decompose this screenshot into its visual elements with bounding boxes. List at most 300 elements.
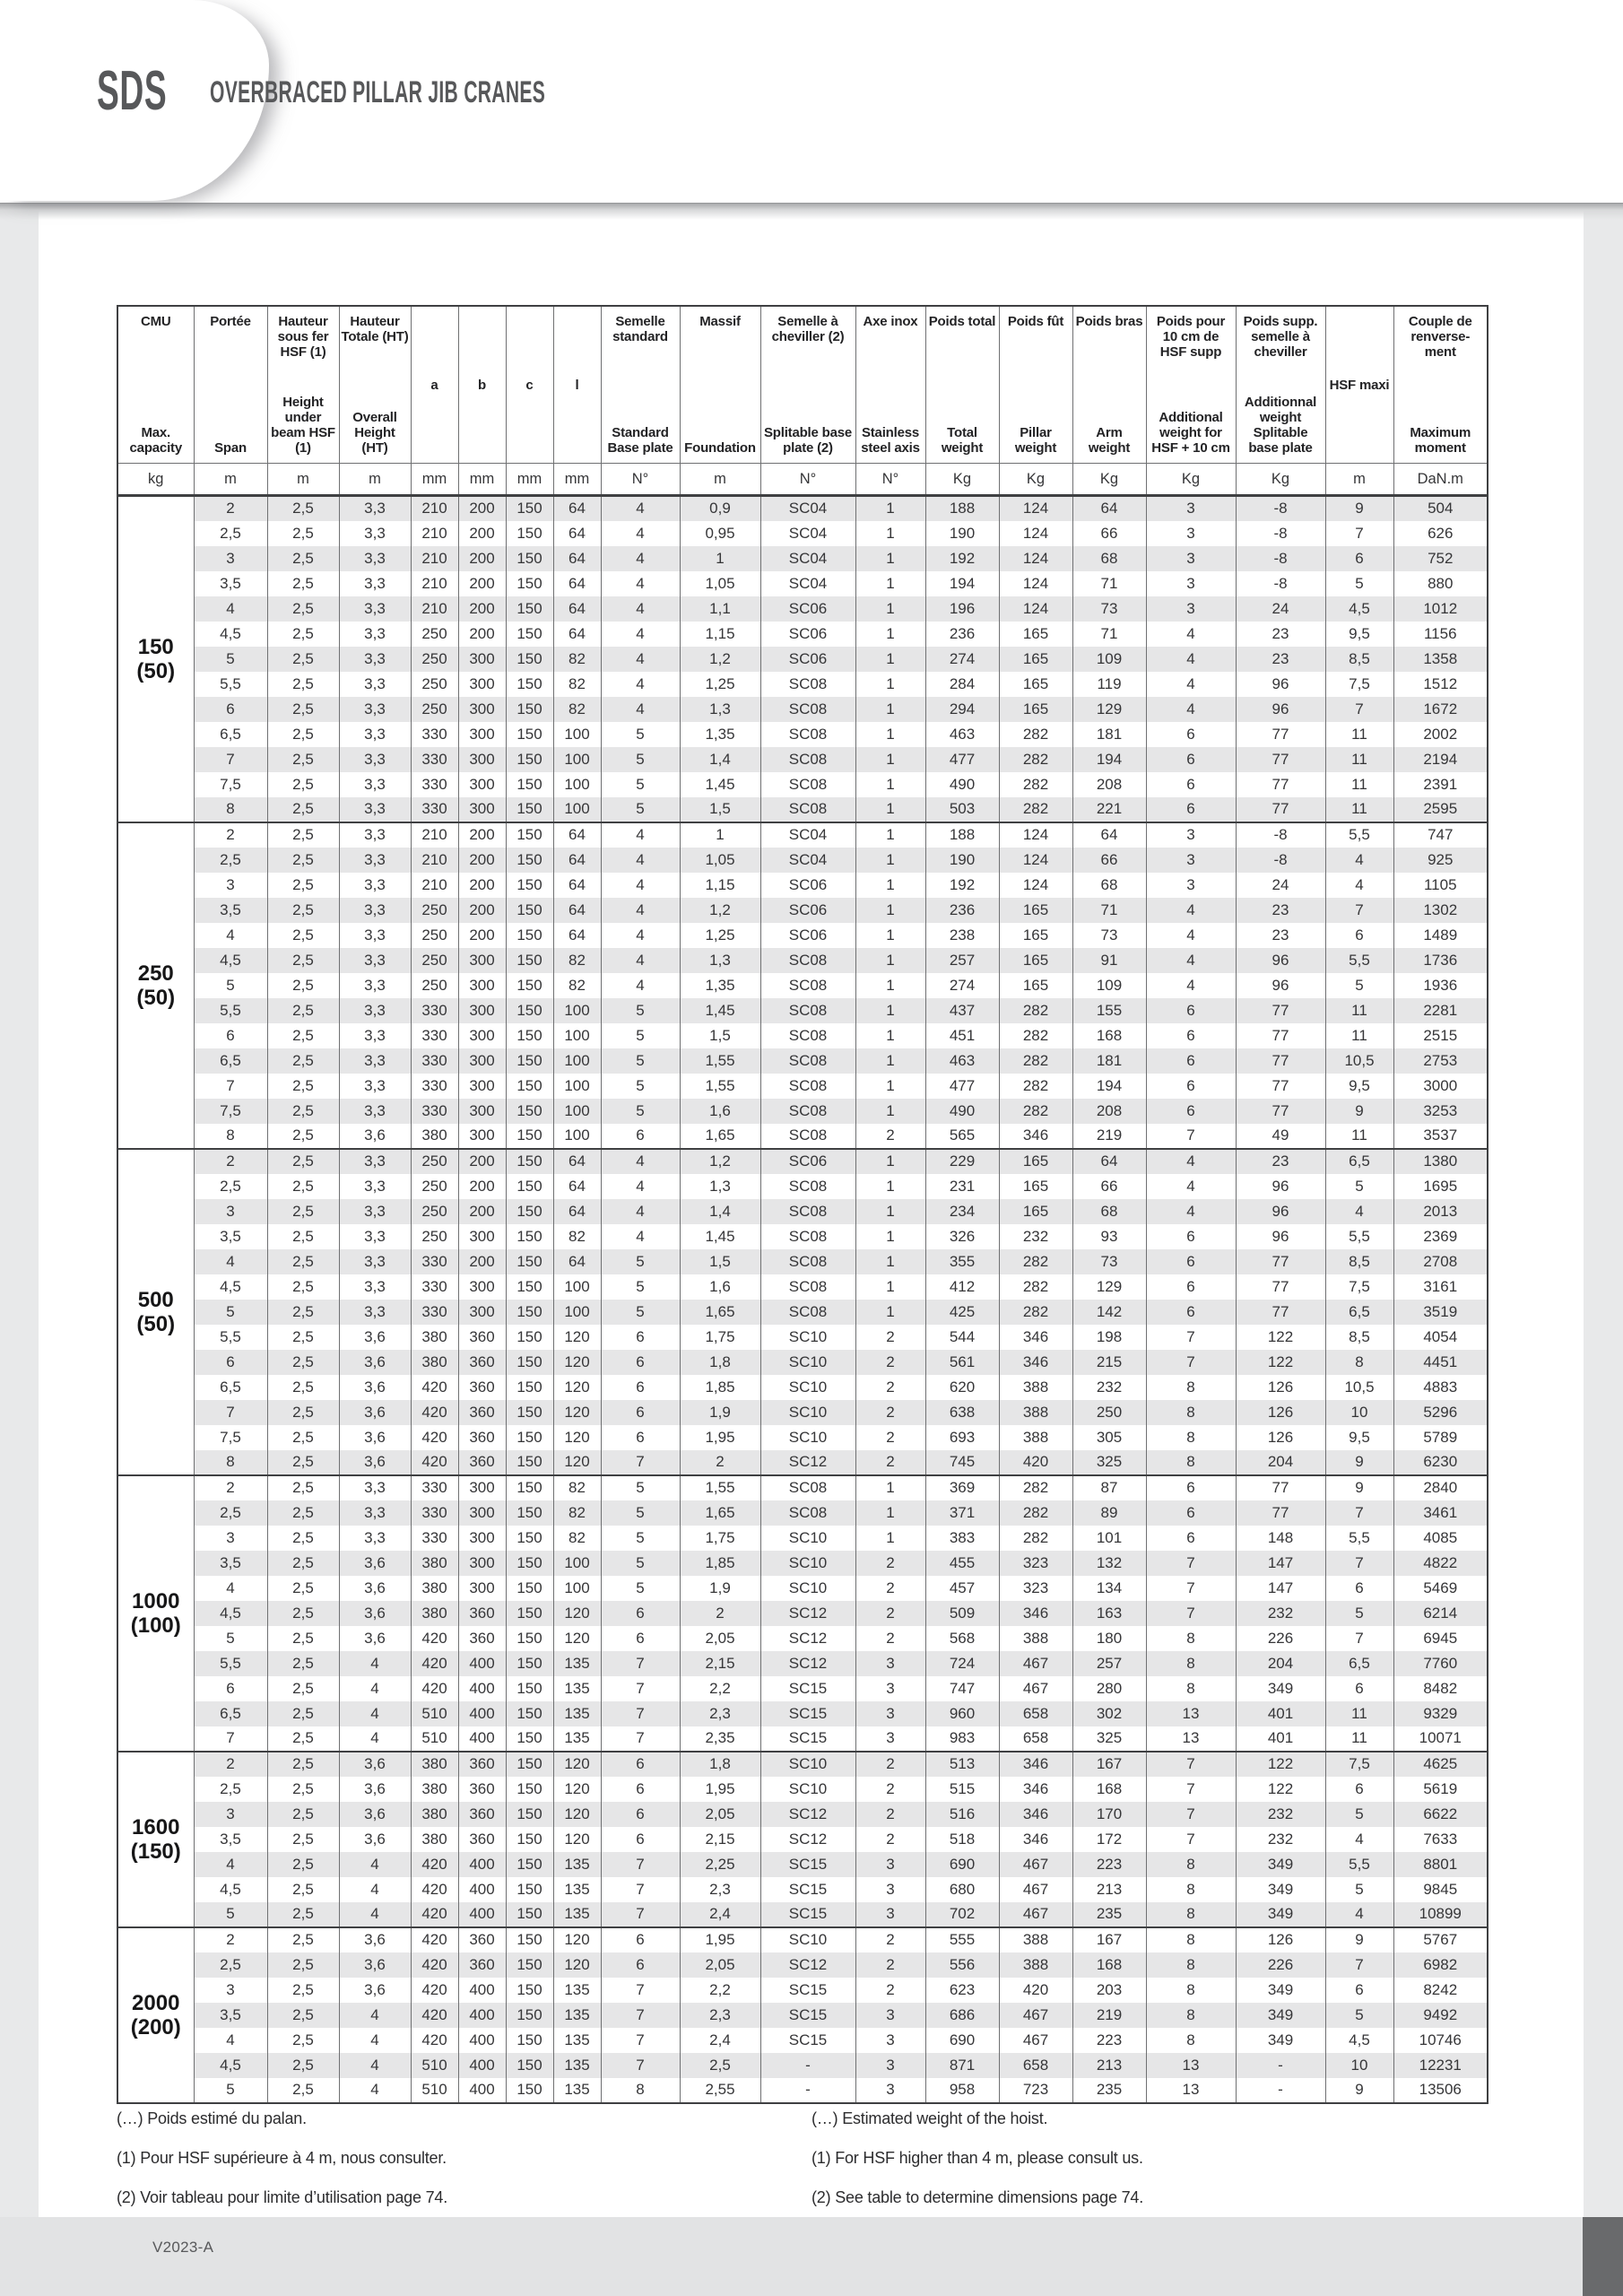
data-cell: 958 <box>925 2078 999 2103</box>
column-header <box>1236 306 1325 464</box>
data-cell: SC08 <box>760 1074 855 1099</box>
data-cell: 3 <box>855 2078 925 2103</box>
data-cell: 2 <box>855 1450 925 1475</box>
data-cell: 8,5 <box>1325 647 1393 672</box>
data-cell: 2,5 <box>267 772 339 797</box>
data-cell: 96 <box>1236 672 1325 697</box>
data-cell: 2,05 <box>680 1802 760 1827</box>
data-cell: 96 <box>1236 1199 1325 1224</box>
data-cell: 2 <box>194 1475 267 1500</box>
data-cell: 6 <box>1146 1074 1236 1099</box>
table-row <box>117 998 1488 1023</box>
data-cell: 150 <box>506 2078 553 2103</box>
data-cell: SC08 <box>760 697 855 722</box>
data-cell: 1 <box>855 1300 925 1325</box>
data-cell: 11 <box>1325 797 1393 822</box>
data-cell: 658 <box>999 1726 1072 1752</box>
data-cell: 1,6 <box>680 1099 760 1124</box>
capacity-sub-value: (50) <box>136 985 176 1010</box>
data-cell: 1 <box>855 496 925 521</box>
table-row <box>117 1802 1488 1827</box>
data-cell: 420 <box>411 1626 458 1651</box>
data-cell: 300 <box>458 772 506 797</box>
data-cell: 150 <box>506 1526 553 1551</box>
data-cell: 2,5 <box>267 1877 339 1902</box>
data-cell: 300 <box>458 747 506 772</box>
data-cell: 11 <box>1325 747 1393 772</box>
data-cell: 2,35 <box>680 1726 760 1752</box>
data-cell: 5 <box>601 1551 680 1576</box>
data-cell: 64 <box>553 521 601 546</box>
data-cell: 213 <box>1072 2053 1146 2078</box>
data-cell: 1 <box>855 822 925 848</box>
data-cell: 513 <box>925 1752 999 1777</box>
data-cell: 300 <box>458 1124 506 1149</box>
data-cell: 300 <box>458 998 506 1023</box>
header-label-en: Arm weight <box>1088 425 1131 456</box>
capacity-value: 1000 <box>132 1588 180 1613</box>
data-cell: 2,5 <box>267 1224 339 1249</box>
data-cell: 6 <box>1325 1978 1393 2003</box>
data-cell: 3,6 <box>339 1400 411 1425</box>
data-cell: 330 <box>411 797 458 822</box>
data-cell: 5619 <box>1393 1777 1488 1802</box>
data-cell: 3,3 <box>339 647 411 672</box>
data-cell: 3 <box>855 1701 925 1726</box>
data-cell: 5 <box>194 1626 267 1651</box>
footnotes-fr <box>117 2109 447 2228</box>
data-cell: 326 <box>925 1224 999 1249</box>
data-cell: 400 <box>458 2003 506 2028</box>
data-cell: 1 <box>855 1074 925 1099</box>
data-cell: 73 <box>1072 1249 1146 1274</box>
data-cell: 3,6 <box>339 1752 411 1777</box>
data-cell: 2,5 <box>194 1777 267 1802</box>
data-cell: 64 <box>553 546 601 571</box>
data-cell: 150 <box>506 1249 553 1274</box>
data-cell: 150 <box>506 571 553 596</box>
data-cell: 6 <box>194 1350 267 1375</box>
data-cell: 2515 <box>1393 1023 1488 1048</box>
data-cell: 8 <box>1146 1450 1236 1475</box>
data-cell: 8 <box>1146 1425 1236 1450</box>
data-cell: 181 <box>1072 722 1146 747</box>
data-cell: 5 <box>601 1048 680 1074</box>
data-cell: 3519 <box>1393 1300 1488 1325</box>
header-label-en: Standard Base plate <box>607 425 673 456</box>
data-cell: 100 <box>553 1576 601 1601</box>
data-cell: 623 <box>925 1978 999 2003</box>
data-cell: 250 <box>411 697 458 722</box>
data-cell: 349 <box>1236 1852 1325 1877</box>
data-cell: 64 <box>553 898 601 923</box>
data-cell: 388 <box>999 1927 1072 1952</box>
unit-label: m <box>194 464 267 496</box>
data-cell: 680 <box>925 1877 999 1902</box>
data-cell: 3,6 <box>339 1450 411 1475</box>
page-title: OVERBRACED PILLAR JIB CRANES <box>210 75 546 109</box>
data-cell: 467 <box>999 1902 1072 1927</box>
data-cell: 4 <box>194 923 267 948</box>
data-cell: 1,15 <box>680 622 760 647</box>
data-cell: 82 <box>553 1526 601 1551</box>
data-cell: 5 <box>601 1249 680 1274</box>
page-margin-right <box>1584 204 1623 2217</box>
table-row <box>117 672 1488 697</box>
data-cell: 150 <box>506 1601 553 1626</box>
capacity-group-label <box>117 496 194 822</box>
data-cell: 64 <box>553 1174 601 1199</box>
data-cell: SC08 <box>760 998 855 1023</box>
data-cell: 3 <box>194 873 267 898</box>
data-cell: 871 <box>925 2053 999 2078</box>
data-cell: 9 <box>1325 2078 1393 2103</box>
table-row <box>117 1877 1488 1902</box>
header-label-en: Pillar weight <box>1014 425 1057 456</box>
table-row <box>117 1274 1488 1300</box>
data-cell: 8 <box>194 797 267 822</box>
table-row <box>117 1124 1488 1149</box>
data-cell: 4 <box>339 1651 411 1676</box>
data-cell: 120 <box>553 1626 601 1651</box>
data-cell: 134 <box>1072 1576 1146 1601</box>
data-cell: 124 <box>999 546 1072 571</box>
data-cell: 2,5 <box>267 596 339 622</box>
table-row <box>117 647 1488 672</box>
data-cell: 165 <box>999 973 1072 998</box>
data-cell: 349 <box>1236 1978 1325 2003</box>
data-cell: SC04 <box>760 822 855 848</box>
data-cell: 284 <box>925 672 999 697</box>
data-cell: SC12 <box>760 1802 855 1827</box>
unit-label: mm <box>553 464 601 496</box>
data-cell: SC08 <box>760 1099 855 1124</box>
data-cell: 1 <box>855 1048 925 1074</box>
data-cell: 190 <box>925 521 999 546</box>
data-cell: 250 <box>411 898 458 923</box>
data-cell: 4 <box>601 697 680 722</box>
table-row <box>117 948 1488 973</box>
data-cell: 509 <box>925 1601 999 1626</box>
data-cell: 192 <box>925 546 999 571</box>
data-cell: 5,5 <box>194 1651 267 1676</box>
data-cell: 100 <box>553 722 601 747</box>
data-cell: 455 <box>925 1551 999 1576</box>
data-cell: 302 <box>1072 1701 1146 1726</box>
data-cell: 477 <box>925 1074 999 1099</box>
data-cell: 13 <box>1146 1701 1236 1726</box>
data-cell: SC12 <box>760 1827 855 1852</box>
data-cell: 724 <box>925 1651 999 1676</box>
data-cell: SC08 <box>760 1199 855 1224</box>
data-cell: 4 <box>601 521 680 546</box>
data-cell: 7 <box>601 1852 680 1877</box>
data-cell: 120 <box>553 1752 601 1777</box>
data-cell: 380 <box>411 1752 458 1777</box>
data-cell: 8 <box>1146 1400 1236 1425</box>
data-cell: 4 <box>601 496 680 521</box>
data-cell: 71 <box>1072 571 1146 596</box>
data-cell: 6,5 <box>194 1701 267 1726</box>
data-cell: 5 <box>1325 1877 1393 1902</box>
data-cell: 4 <box>601 1199 680 1224</box>
data-cell: 200 <box>458 571 506 596</box>
data-cell: 2 <box>855 1978 925 2003</box>
data-cell: 6 <box>1146 1274 1236 1300</box>
table-row <box>117 596 1488 622</box>
data-cell: 1105 <box>1393 873 1488 898</box>
data-cell: SC04 <box>760 521 855 546</box>
data-cell: 7 <box>601 1978 680 2003</box>
data-cell: 300 <box>458 1576 506 1601</box>
data-cell: 250 <box>411 948 458 973</box>
data-cell: 192 <box>925 873 999 898</box>
data-cell: 4 <box>194 1852 267 1877</box>
data-cell: 148 <box>1236 1526 1325 1551</box>
data-cell: 6 <box>601 1827 680 1852</box>
data-cell: 4 <box>339 1701 411 1726</box>
data-cell: 300 <box>458 1300 506 1325</box>
data-cell: 100 <box>553 1124 601 1149</box>
data-cell: 4 <box>1146 973 1236 998</box>
data-cell: 4 <box>194 1576 267 1601</box>
data-cell: 165 <box>999 622 1072 647</box>
data-cell: 4 <box>339 1902 411 1927</box>
data-cell: SC04 <box>760 546 855 571</box>
data-cell: 2,5 <box>267 1274 339 1300</box>
table-row <box>117 898 1488 923</box>
data-cell: 150 <box>506 898 553 923</box>
data-cell: 6 <box>601 1124 680 1149</box>
data-cell: 8801 <box>1393 1852 1488 1877</box>
data-cell: 7 <box>194 1400 267 1425</box>
data-cell: 330 <box>411 1099 458 1124</box>
data-cell: 150 <box>506 496 553 521</box>
data-cell: 64 <box>553 873 601 898</box>
data-cell: 3,6 <box>339 1576 411 1601</box>
data-cell: SC08 <box>760 1249 855 1274</box>
data-cell: 129 <box>1072 1274 1146 1300</box>
data-cell: 7,5 <box>194 772 267 797</box>
data-cell: 274 <box>925 973 999 998</box>
data-cell: 2 <box>855 1827 925 1852</box>
data-cell: SC08 <box>760 672 855 697</box>
data-cell: 165 <box>999 898 1072 923</box>
data-cell: 129 <box>1072 697 1146 722</box>
data-cell: 9 <box>1325 1927 1393 1952</box>
data-cell: 2,5 <box>267 1325 339 1350</box>
data-cell: 232 <box>1236 1802 1325 1827</box>
data-cell: 8 <box>1146 2028 1236 2053</box>
data-cell: 8 <box>1146 1927 1236 1952</box>
data-cell: 280 <box>1072 1676 1146 1701</box>
data-cell: -8 <box>1236 848 1325 873</box>
data-cell: 77 <box>1236 1500 1325 1526</box>
data-cell: 325 <box>1072 1726 1146 1752</box>
data-cell: 1,55 <box>680 1074 760 1099</box>
data-cell: 213 <box>1072 1877 1146 1902</box>
data-cell: 135 <box>553 1852 601 1877</box>
data-cell: 3,3 <box>339 1526 411 1551</box>
data-cell: 5 <box>1325 973 1393 998</box>
data-cell: 3,3 <box>339 1475 411 1500</box>
data-cell: 388 <box>999 1425 1072 1450</box>
data-cell: 7633 <box>1393 1827 1488 1852</box>
data-cell: 124 <box>999 496 1072 521</box>
data-cell: 150 <box>506 1952 553 1978</box>
data-cell: 142 <box>1072 1300 1146 1325</box>
data-cell: 4 <box>1146 898 1236 923</box>
data-cell: 120 <box>553 1777 601 1802</box>
data-cell: 77 <box>1236 722 1325 747</box>
data-cell: 3000 <box>1393 1074 1488 1099</box>
data-cell: 3,3 <box>339 1500 411 1526</box>
data-cell: 380 <box>411 1601 458 1626</box>
data-cell: 100 <box>553 998 601 1023</box>
data-cell: 400 <box>458 1978 506 2003</box>
data-cell: 229 <box>925 1149 999 1174</box>
data-cell: 3,3 <box>339 1174 411 1199</box>
data-cell: 73 <box>1072 923 1146 948</box>
data-cell: 200 <box>458 848 506 873</box>
data-cell: 747 <box>925 1676 999 1701</box>
header-label-en: Total weight <box>941 425 984 456</box>
header-label-en: Max. capacity <box>129 425 182 456</box>
sds-logo: SDS <box>97 60 168 122</box>
data-cell: 2,5 <box>267 1400 339 1425</box>
data-cell: 168 <box>1072 1952 1146 1978</box>
data-cell: 388 <box>999 1400 1072 1425</box>
data-cell: 2 <box>855 1425 925 1450</box>
data-cell: 1,85 <box>680 1551 760 1576</box>
data-cell: 983 <box>925 1726 999 1752</box>
data-cell: SC15 <box>760 1676 855 1701</box>
data-cell: 3,5 <box>194 571 267 596</box>
data-cell: 7 <box>1146 1802 1236 1827</box>
data-cell: 11 <box>1325 1124 1393 1149</box>
data-cell: 64 <box>553 571 601 596</box>
data-cell: 124 <box>999 571 1072 596</box>
data-cell: 2,5 <box>194 1500 267 1526</box>
data-cell: 300 <box>458 1475 506 1500</box>
data-cell: 100 <box>553 1099 601 1124</box>
column-header <box>339 306 411 464</box>
data-cell: 3,6 <box>339 1777 411 1802</box>
header-label-fr: l <box>575 377 579 393</box>
data-cell: 122 <box>1236 1777 1325 1802</box>
data-cell: SC10 <box>760 1325 855 1350</box>
data-cell: 3,6 <box>339 1325 411 1350</box>
unit-label: Kg <box>1236 464 1325 496</box>
data-cell: 1156 <box>1393 622 1488 647</box>
column-header <box>553 306 601 464</box>
data-cell: 300 <box>458 948 506 973</box>
data-cell: 2,5 <box>680 2053 760 2078</box>
data-cell: 150 <box>506 1902 553 1927</box>
data-cell: 200 <box>458 622 506 647</box>
data-cell: 346 <box>999 1601 1072 1626</box>
data-cell: 1736 <box>1393 948 1488 973</box>
data-cell: 64 <box>553 848 601 873</box>
data-cell: 383 <box>925 1526 999 1551</box>
data-cell: 2,3 <box>680 1877 760 1902</box>
data-cell: 7 <box>601 1450 680 1475</box>
data-cell: 1512 <box>1393 672 1488 697</box>
column-header <box>855 306 925 464</box>
data-cell: 400 <box>458 2053 506 2078</box>
header-label-fr: b <box>478 377 486 393</box>
data-cell: 150 <box>506 873 553 898</box>
data-cell: 380 <box>411 1551 458 1576</box>
data-cell: 5 <box>601 1300 680 1325</box>
data-cell: 6,5 <box>1325 1651 1393 1676</box>
data-cell: 77 <box>1236 1249 1325 1274</box>
data-cell: 4 <box>1325 873 1393 898</box>
table-row <box>117 1551 1488 1576</box>
data-cell: 7 <box>1325 1551 1393 1576</box>
data-cell: 3,3 <box>339 672 411 697</box>
data-cell: 7 <box>601 1726 680 1752</box>
data-cell: 2,5 <box>267 1676 339 1701</box>
table-row <box>117 973 1488 998</box>
data-cell: 2,5 <box>267 1601 339 1626</box>
data-cell: 6 <box>1146 1300 1236 1325</box>
data-cell: SC15 <box>760 1978 855 2003</box>
footnote: (…) Estimated weight of the hoist. <box>812 2109 1048 2127</box>
data-cell: 457 <box>925 1576 999 1601</box>
data-cell: 6622 <box>1393 1802 1488 1827</box>
data-cell: 1,55 <box>680 1048 760 1074</box>
table-row <box>117 1978 1488 2003</box>
data-cell: 6 <box>194 1676 267 1701</box>
data-cell: 210 <box>411 546 458 571</box>
data-cell: 124 <box>999 873 1072 898</box>
data-cell: 4 <box>339 2078 411 2103</box>
data-cell: 420 <box>411 2028 458 2053</box>
data-cell: 150 <box>506 2028 553 2053</box>
data-cell: 2,5 <box>267 1777 339 1802</box>
data-cell: 330 <box>411 1249 458 1274</box>
version-label: V2023-A <box>152 2239 214 2256</box>
header-label-en: Additional weight for HSF + 10 cm <box>1151 410 1230 456</box>
table-row <box>117 873 1488 898</box>
data-cell: 3,3 <box>339 898 411 923</box>
data-cell: 150 <box>506 848 553 873</box>
data-cell: 235 <box>1072 2078 1146 2103</box>
data-cell: 93 <box>1072 1224 1146 1249</box>
data-cell: 282 <box>999 1500 1072 1526</box>
header-label-fr: Couple de renverse-ment <box>1408 314 1472 360</box>
data-cell: 150 <box>506 1576 553 1601</box>
data-cell: 2,5 <box>267 1651 339 1676</box>
data-cell: 6 <box>194 697 267 722</box>
data-cell: 13506 <box>1393 2078 1488 2103</box>
data-cell: 135 <box>553 1701 601 1726</box>
data-cell: 4,5 <box>194 1877 267 1902</box>
data-cell: 77 <box>1236 747 1325 772</box>
data-cell: SC15 <box>760 1877 855 1902</box>
data-cell: 2,5 <box>194 848 267 873</box>
header-label-fr: Poids bras <box>1075 314 1143 329</box>
footnotes-en <box>812 2109 1143 2228</box>
data-cell: 2 <box>855 1124 925 1149</box>
data-cell: 3,3 <box>339 1300 411 1325</box>
data-cell: 6 <box>1146 1475 1236 1500</box>
data-cell: 163 <box>1072 1601 1146 1626</box>
data-cell: 2,5 <box>267 521 339 546</box>
table-row <box>117 2028 1488 2053</box>
data-cell: 420 <box>999 1450 1072 1475</box>
